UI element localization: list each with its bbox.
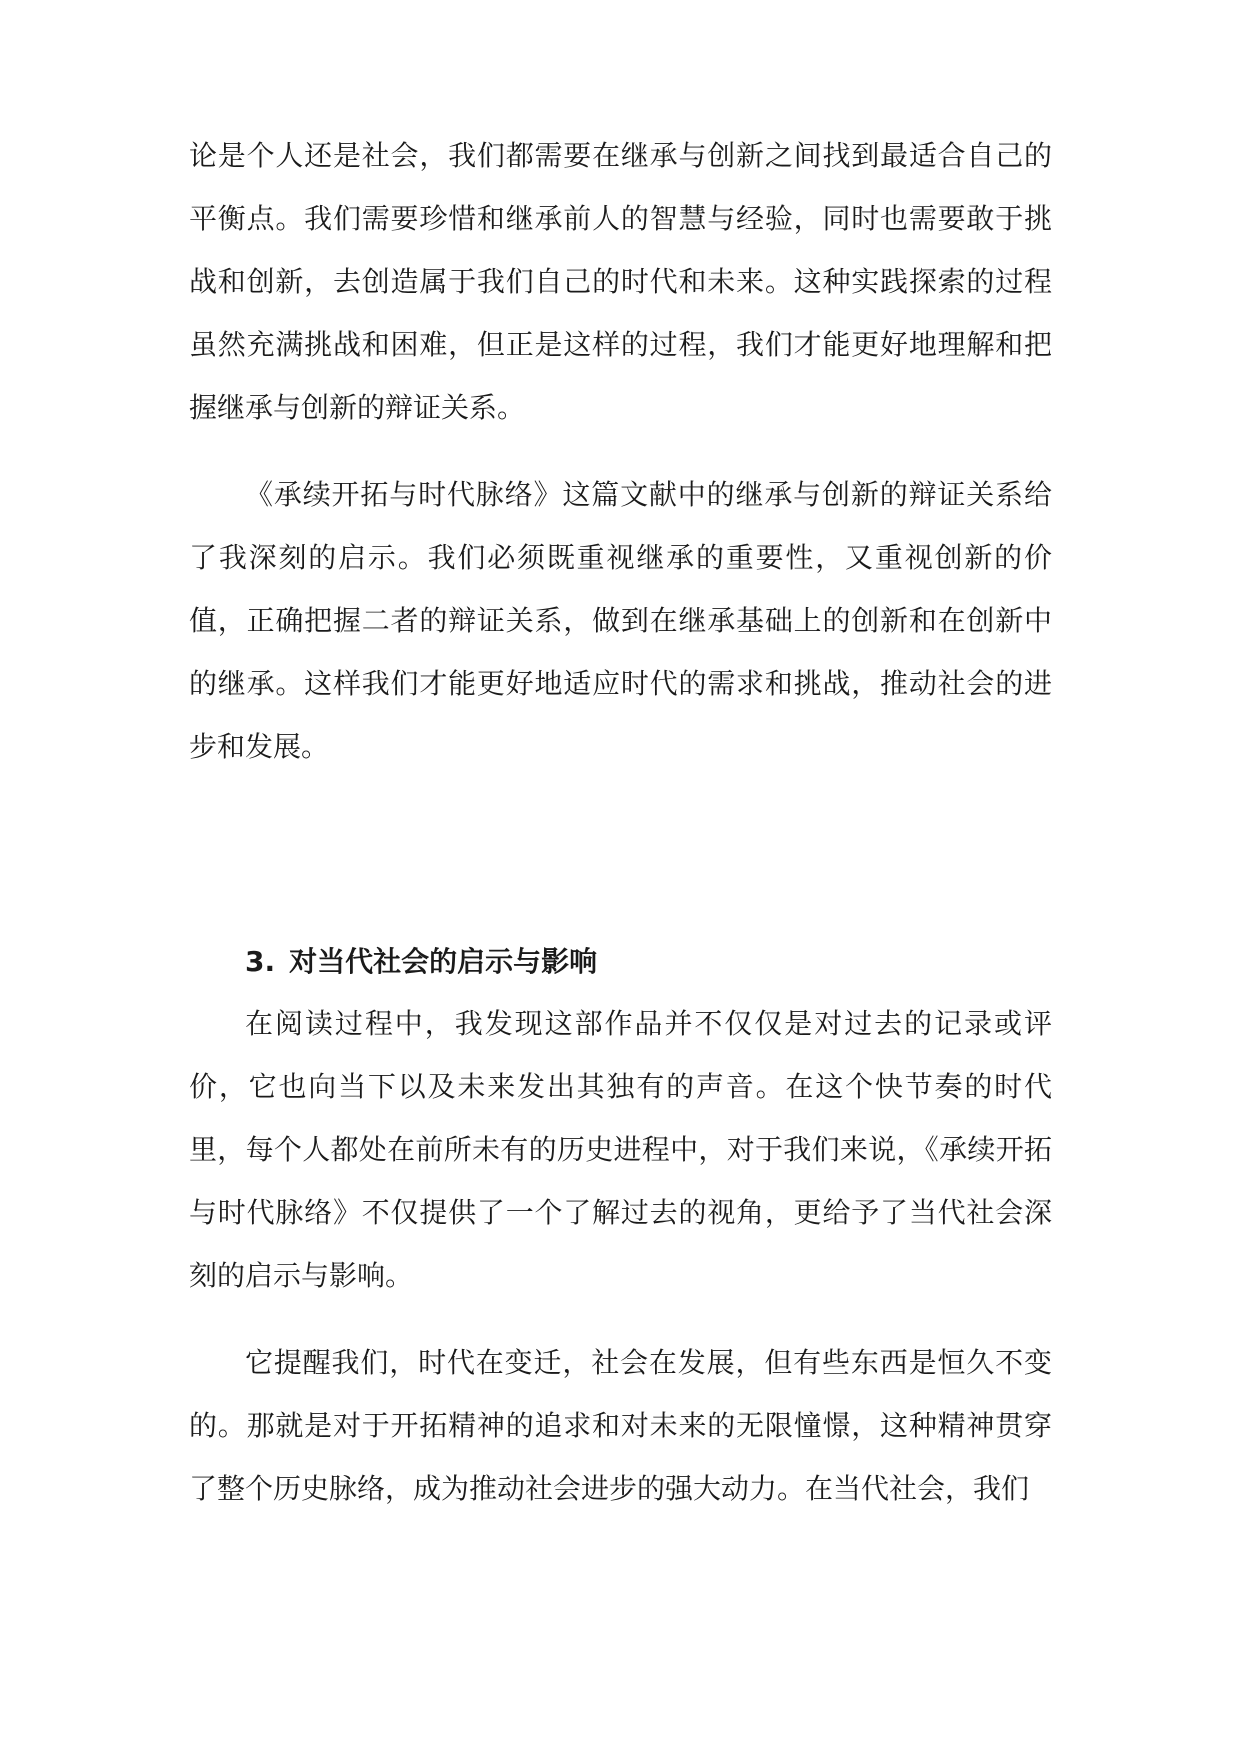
section-heading [245,930,597,993]
paragraph-continuation: 论是个人还是社会，我们都需要在继承与创新之间找到最适合自己的平衡点。我们需要珍惜和继承前人的智慧与经验，同时也需要敢于挑战和创新，去创造属于我们自己的时代和未来。这种实践探索的过程虽然充满挑战和困难，但正是这样的过程，我们才能更好地理解和把握继承与创新的辩证关系。 [189,139,1052,424]
paragraph-inheritance-innovation: 《承续开拓与时代脉络》这篇文献中的继承与创新的辩证关系给了我深刻的启示。我们必须既重视继承的重要性，又重视创新的价值，正确把握二者的辩证关系，做到在继承基础上的创新和在创新中的继承。这样我们才能更好地适应时代的需求和挑战，推动社会的进步和发展。 [189,478,1052,763]
section-title: 对当代社会的启示与影响 [289,945,598,978]
paragraph-reading-reflection: 在阅读过程中，我发现这部作品并不仅仅是对过去的记录或评价，它也向当下以及未来发出其独有的声音。在这个快节奏的时代里，每个人都处在前所未有的历史进程中，对于我们来说，《承续开拓与时代脉络》不仅提供了一个了解过去的视角，更给予了当代社会深刻的启示与影响。 [189,1007,1052,1292]
paragraph-era-reminder: 它提醒我们，时代在变迁，社会在发展，但有些东西是恒久不变的。那就是对于开拓精神的追求和对未来的无限憧憬，这种精神贯穿了整个历史脉络，成为推动社会进步的强大动力。在当代社会，我们 [189,1346,1052,1505]
section-number: 3. [245,945,276,978]
